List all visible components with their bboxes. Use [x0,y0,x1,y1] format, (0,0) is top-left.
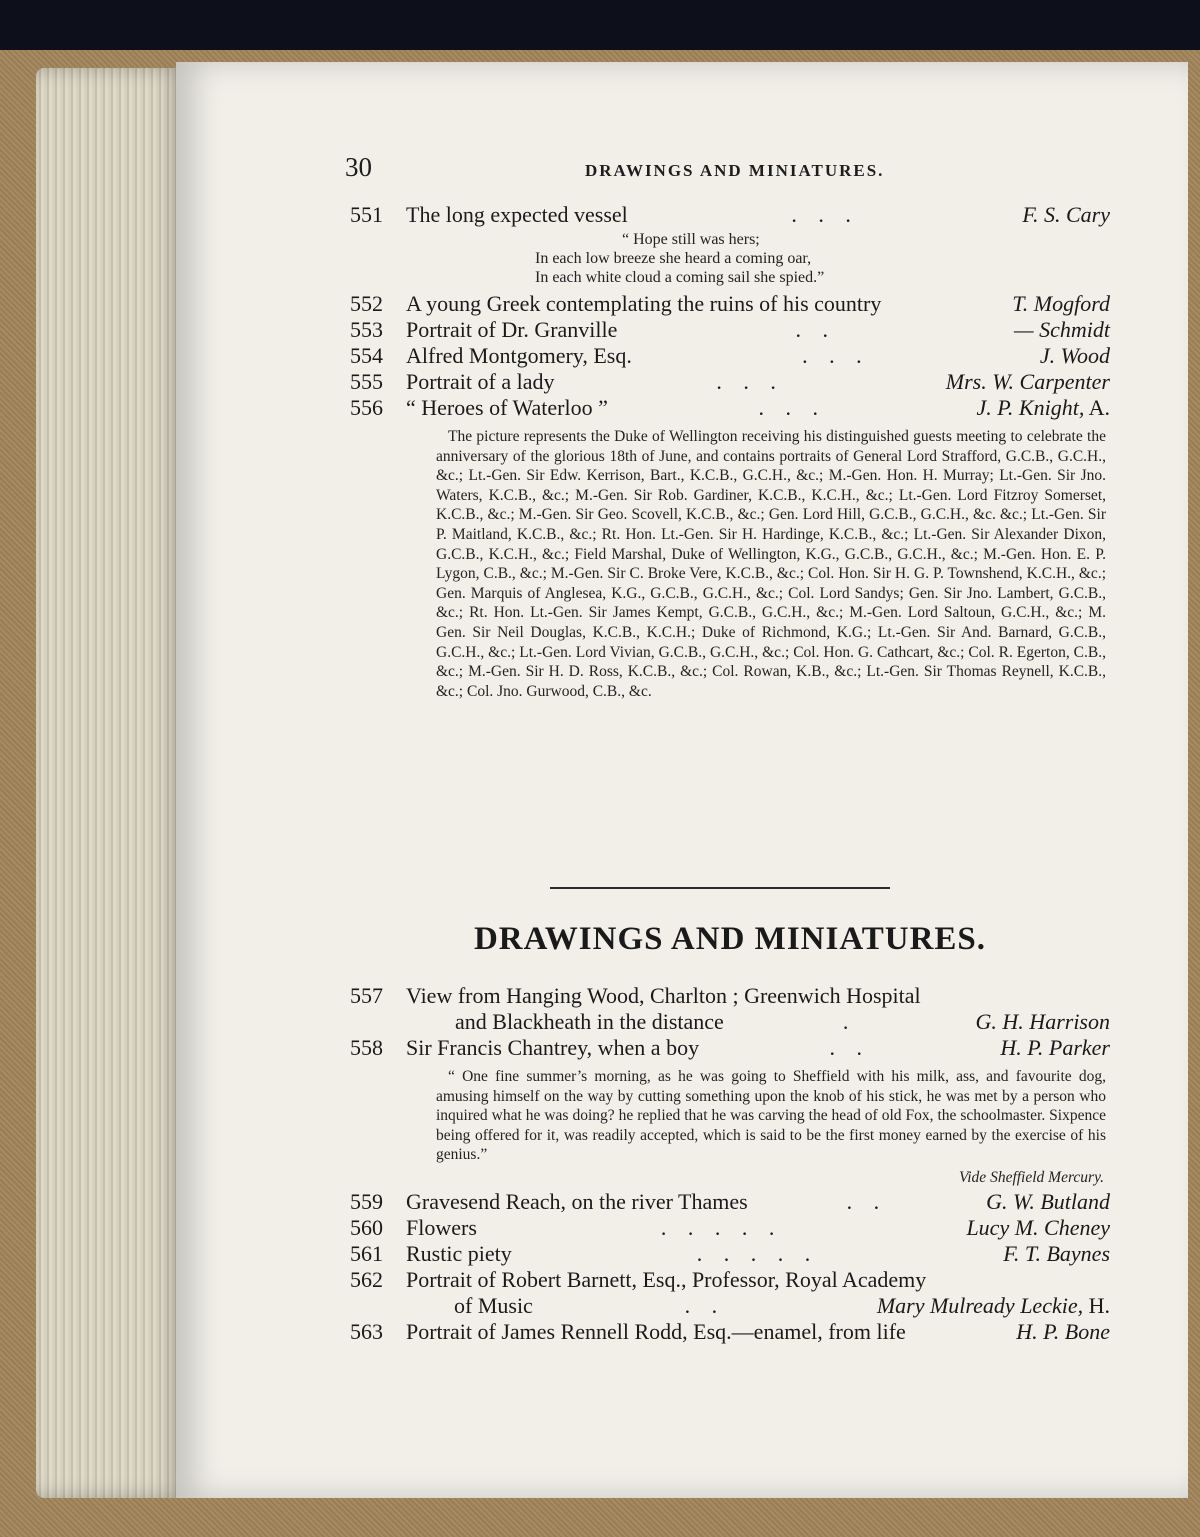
entry-artist: F. S. Cary [1022,202,1110,227]
catalogue-entry [350,1035,1110,1061]
entry-leader-dots: . . . . . [660,1214,783,1240]
entry-title-continued: and Blackheath in the distance [455,1009,724,1034]
entry-title: Portrait of a lady [406,369,555,394]
catalogue-entry [350,202,1110,228]
verse-quote [350,230,1110,287]
entry-leader-dots: . . . [802,343,870,368]
entry-leader-dots: . . [684,1292,726,1318]
catalogue-entry [350,1319,1110,1345]
entry-title: Portrait of Dr. Granville [406,317,618,342]
entry-leader-dots: . . . [716,369,784,394]
catalogue-entry [350,291,1110,317]
verse-line: In each low breeze she heard a coming oar, [535,250,812,267]
entry-artist [977,395,1110,421]
entry-artist: H. P. Bone [1016,1318,1110,1344]
page-number: 30 [345,152,372,182]
catalogue-entry [350,1241,1110,1267]
quote-source: Vide Sheffield Mercury. [958,1168,1104,1186]
entry-number: 556 [350,395,383,420]
entry-leader-dots: . [842,1009,857,1034]
entry-title: Portrait of James Rennell Rodd, Esq.—enamel, from life [406,1318,906,1344]
entry-title: View from Hanging Wood, Charlton ; Greenwich Hospital [406,983,921,1008]
entry-artist [877,1293,1110,1319]
entry-artist: J. Wood [1039,343,1110,368]
entry-title: A young Greek contemplating the ruins of his country [406,291,882,316]
entry-number: 551 [350,202,383,227]
verse-line: In each white cloud a coming sail she spied.” [535,269,825,286]
entry-number: 558 [350,1035,383,1060]
catalogue-entry-continuation [350,1293,1110,1319]
entry-title: Portrait of Robert Barnett, Esq., Professor, Royal Academy [406,1266,927,1292]
catalogue-entry-continuation [350,1009,1110,1035]
entry-artist: Mrs. W. Carpenter [945,369,1110,394]
catalogue-entries-bottom [350,983,1110,1345]
section-heading: DRAWINGS AND MINIATURES. [473,921,987,957]
entry-title: The long expected vessel [406,202,628,227]
entry-number: 561 [350,1240,383,1266]
entry-description: The picture represents the Duke of Wellington receiving his distinguished guests meeting to celebrate the anniversary of the glorious 18th of June, and contains portraits of General Lord Strafford, G.C.B., G.C.H., &c.; Lt.-Gen. Sir Edw. Kerrison, Bart., K.C.B., G.C.H., &c.; M.-Gen. Hon. H. Murray; Lt.-Gen. Sir Jno. Waters, K.C.B., &c.; M.-Gen. Sir Rob. Gardiner, K.C.B., K.C.H., &c.; Lt.-Gen. Lord Fitzroy Somerset, K.C.B., &c.; M.-Gen. Sir Geo. Scovell, K.C.B., &c.; Gen. Lord Hill, G.C.B., G.C.H., &c. &c.; Lt.-Gen. Sir P. Maitland, K.C.B., &c.; Rt. Hon. Lt.-Gen. Sir H. Hardinge, K.C.B., &c.; Lt.-Gen. Sir Alexander Dixon, G.C.B., K.C.H., &c.; Field Marshal, Duke of Wellington, K.G., G.C.B., G.C.H., &c.; M.-Gen. Hon. E. P. Lygon, C.B., &c.; M.-Gen. Sir C. Broke Vere, K.C.B., &c.; Col. Hon. Sir H. G. P. Townshend, K.C.H., &c.; Gen. Marquis of Anglesea, K.G., G.C.B., G.C.H., &c.; Col. Lord Sandys; Gen. Sir Jno. Lambert, G.C.B., &c.; Rt. Hon. Lt.-Gen. Sir James Kempt, G.C.B., G.C.H., &c.; M.-Gen. Lord Saltoun, G.C.H., &c.; M. Gen. Sir Neil Douglas, K.C.B., K.C.H.; Duke of Richmond, K.G.; Lt.-Gen. Sir And. Barnard, G.C.B., G.C.H., &c.; Lt.-Gen. Lord Vivian, G.C.B., G.C.H., &c.; Col. Hon. G. Cathcart, &c.; Col. R. Egerton, C.B., &c.; M.-Gen. Sir H. D. Ross, K.C.B., &c.; Col. Rowan, K.B., &c.; Lt.-Gen. Sir Thomas Reynell, K.C.B., &c.; Col. Jno. Gurwood, C.B., &c. [436,428,1106,700]
artist-name: Mary Mulready Leckie, [876,1292,1084,1318]
entry-number: 562 [350,1266,383,1292]
verse-line: “ Hope still was hers; [622,231,760,248]
entry-leader-dots: . . . [758,395,826,420]
entry-number: 555 [350,369,383,394]
entry-artist: Lucy M. Cheney [966,1214,1110,1240]
entry-number: 557 [350,983,383,1008]
entry-artist: T. Mogford [1012,291,1110,316]
entry-leader-dots: . . . [791,202,859,227]
catalogue-entry [350,1267,1110,1293]
artist-name: J. P. Knight, [976,395,1085,420]
entry-title: Gravesend Reach, on the river Thames [406,1188,748,1214]
entry-title: Rustic piety [406,1240,512,1266]
entry-number: 559 [350,1188,383,1214]
entry-number: 552 [350,291,383,316]
running-title: DRAWINGS AND MINIATURES. [585,161,885,180]
entry-number: 560 [350,1214,383,1240]
catalogue-entry [350,983,1110,1009]
entry-number: 553 [350,317,383,342]
entry-artist: F. T. Baynes [1003,1240,1110,1266]
artist-suffix: A. [1084,395,1110,420]
entry-title-continued: of Music [454,1292,533,1318]
entry-title: “ Heroes of Waterloo ” [406,395,608,420]
running-head [345,152,1115,183]
artist-suffix: H. [1083,1292,1110,1318]
page-edges [36,68,186,1498]
catalogue-entry [350,1215,1110,1241]
catalogue-entry [350,395,1110,421]
catalogue-entry [350,343,1110,369]
entry-artist: — Schmidt [1014,317,1110,342]
catalogue-entry [350,1189,1110,1215]
entry-leader-dots: . . [829,1035,870,1060]
entry-leader-dots: . . [795,317,836,342]
entry-description: “ One fine summer’s morning, as he was going to Sheffield with his milk, ass, and favourite dog, amusing himself on the way by cutting something upon the knob of his stick, he was met by a person who inquired what he was doing? he replied that he was carving the head of old Fox, the schoolmaster. Sixpence being offered for it, was readily accepted, which is said to be the first money earned by the exercise of his genius.” [436,1068,1106,1164]
entry-title: Sir Francis Chantrey, when a boy [406,1035,700,1060]
entry-artist: G. W. Butland [986,1188,1110,1214]
catalogue-entries-top [350,202,1110,705]
entry-leader-dots: . . . . . [696,1240,819,1266]
entry-title: Flowers [406,1214,477,1240]
entry-artist: G. H. Harrison [975,1009,1110,1034]
entry-artist: H. P. Parker [1000,1035,1110,1060]
entry-leader-dots: . . [846,1188,888,1214]
catalogue-entry [350,317,1110,343]
entry-number: 563 [350,1318,383,1344]
catalogue-entry [350,369,1110,395]
entry-title: Alfred Montgomery, Esq. [406,343,632,368]
section-divider [550,887,890,889]
entry-number: 554 [350,343,383,368]
